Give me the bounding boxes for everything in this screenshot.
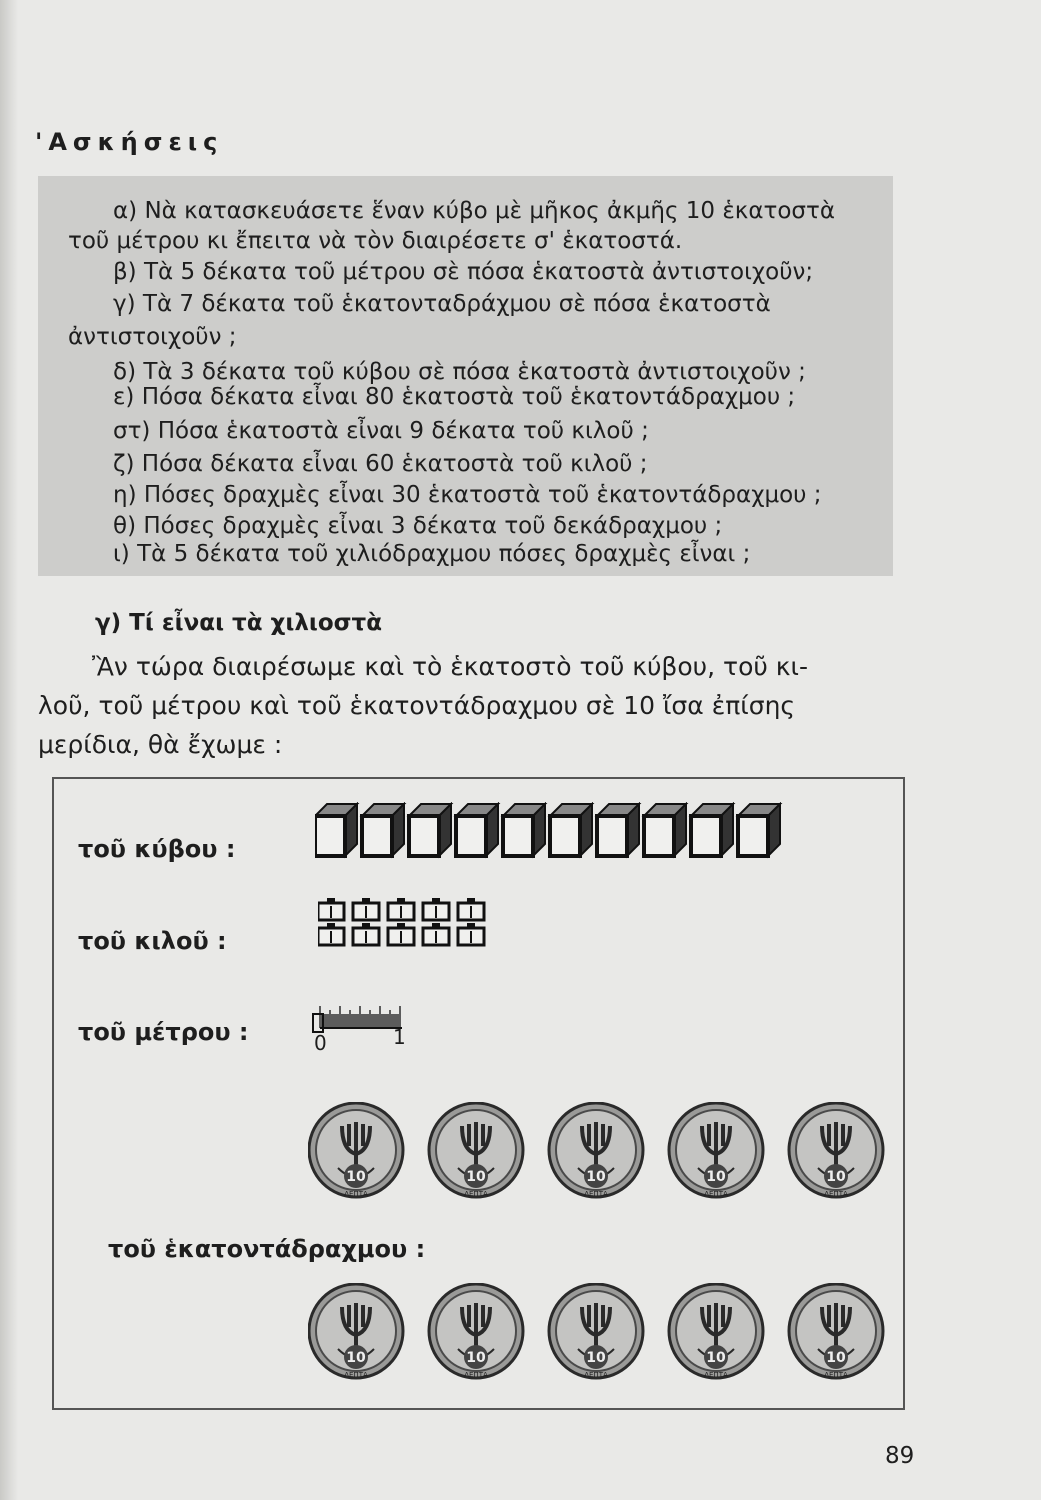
page-number: 89: [885, 1443, 915, 1469]
kilo-thousandths-grid: [318, 896, 493, 948]
coin-icon: [789, 1103, 883, 1198]
coin-text: ΛΕΠΤΑ: [584, 1190, 608, 1198]
paragraph-line-2: λοῦ, τοῦ μέτρου καὶ τοῦ ἑκατοντάδραχμου σὲ 10 ἴσα ἐπίσης: [38, 691, 796, 720]
exercise-a-line-1: α) Νὰ κατασκευάσετε ἕναν κύβο μὲ μῆκος ἀκμῆς 10 ἑκατοστὰ: [113, 198, 835, 224]
weight-icon: [423, 898, 449, 920]
weight-icon: [353, 898, 379, 920]
coin-value: 10: [586, 1169, 606, 1185]
paragraph-line-1: Ἂν τώρα διαιρέσωμε καὶ τὸ ἑκατοστὸ τοῦ κύβου, τοῦ κι-: [92, 652, 809, 681]
coin-icon: [669, 1284, 763, 1379]
exercise-c-line-1: γ) Τὰ 7 δέκατα τοῦ ἑκατονταδράχμου σὲ πόσα ἑκατοστὰ: [113, 291, 771, 317]
cube-icon: [456, 804, 498, 856]
paragraph-line-3: μερίδια, θὰ ἔχωμε :: [38, 730, 283, 759]
weight-icon: [318, 898, 344, 920]
coin-value: 10: [346, 1169, 366, 1185]
exercises-heading: 'Ασκήσεις: [35, 128, 224, 156]
section-title: γ) Τί εἶναι τὰ χιλιοστὰ: [95, 610, 383, 636]
cube-icon: [644, 804, 686, 856]
exercise-b: β) Τὰ 5 δέκατα τοῦ μέτρου σὲ πόσα ἑκατοστὰ ἀντιστοιχοῦν;: [113, 259, 814, 285]
coin-value: 10: [586, 1350, 606, 1366]
meter-ruler: [306, 984, 416, 1054]
coin-icon: [549, 1284, 643, 1379]
coin-text: ΛΕΠΤΑ: [344, 1371, 368, 1379]
coin-text: ΛΕΠΤΑ: [704, 1371, 728, 1379]
cube-icon: [597, 804, 639, 856]
cube-icon: [503, 804, 545, 856]
coin-value: 10: [826, 1169, 846, 1185]
weight-icon: [318, 923, 344, 945]
exercise-i: η) Πόσες δραχμὲς εἶναι 30 ἑκατοστὰ τοῦ ἑκατοντάδραχμου ;: [113, 482, 822, 508]
weight-icon: [423, 923, 449, 945]
weight-icon: [458, 923, 484, 945]
page-edge-shadow: [0, 0, 18, 1500]
coin-text: ΛΕΠΤΑ: [584, 1371, 608, 1379]
coin-row-top: [308, 1102, 888, 1202]
exercise-z: ζ) Πόσα δέκατα εἶναι 60 ἑκατοστὰ τοῦ κιλοῦ ;: [113, 451, 648, 477]
coin-icon: [309, 1103, 403, 1198]
cube-row-label: τοῦ κύβου :: [78, 835, 236, 863]
coin-value: 10: [706, 1350, 726, 1366]
exercise-st: στ) Πόσα ἑκατοστὰ εἶναι 9 δέκατα τοῦ κιλοῦ ;: [113, 418, 649, 444]
cube-icon: [315, 804, 357, 856]
coin-value: 10: [466, 1169, 486, 1185]
coin-text: ΛΕΠΤΑ: [824, 1371, 848, 1379]
exercises-box: [38, 176, 893, 576]
cube-icon: [550, 804, 592, 856]
exercise-th: θ) Πόσες δραχμὲς εἶναι 3 δέκατα τοῦ δεκάδραχμου ;: [113, 513, 723, 539]
ruler-end-label: 1: [393, 1025, 406, 1049]
exercise-d: δ) Τὰ 3 δέκατα τοῦ κύβου σὲ πόσα ἑκατοστὰ ἀντιστοιχοῦν ;: [113, 359, 806, 385]
cube-icon: [409, 804, 451, 856]
coin-text: ΛΕΠΤΑ: [344, 1190, 368, 1198]
cube-icon: [362, 804, 404, 856]
coin-icon: [429, 1103, 523, 1198]
exercise-e: ε) Πόσα δέκατα εἶναι 80 ἑκατοστὰ τοῦ ἑκατοντάδραχμου ;: [113, 384, 796, 410]
ruler-start-label: 0: [314, 1031, 327, 1054]
coin-icon: [789, 1284, 883, 1379]
meter-row-label: τοῦ μέτρου :: [78, 1018, 249, 1046]
cube-icon: [691, 804, 733, 856]
coin-value: 10: [466, 1350, 486, 1366]
cube-thousandths-row: [315, 802, 795, 862]
exercise-a-line-2: τοῦ μέτρου κι ἔπειτα νὰ τὸν διαιρέσετε σ' ἑκατοστά.: [68, 228, 683, 254]
weight-icon: [388, 898, 414, 920]
exercise-iota: ι) Τὰ 5 δέκατα τοῦ χιλιόδραχμου πόσες δραχμὲς εἶναι ;: [113, 541, 751, 567]
coin-row-bottom: [308, 1283, 888, 1383]
coin-icon: [549, 1103, 643, 1198]
weight-icon: [458, 898, 484, 920]
weight-icon: [353, 923, 379, 945]
coin-value: 10: [706, 1169, 726, 1185]
coin-icon: [309, 1284, 403, 1379]
coin-icon: [429, 1284, 523, 1379]
coin-text: ΛΕΠΤΑ: [464, 1371, 488, 1379]
coin-row-label: τοῦ ἑκατοντάδραχμου :: [108, 1235, 426, 1263]
kilo-row-label: τοῦ κιλοῦ :: [78, 927, 227, 955]
weight-icon: [388, 923, 414, 945]
cube-icon: [738, 804, 780, 856]
coin-icon: [669, 1103, 763, 1198]
coin-text: ΛΕΠΤΑ: [824, 1190, 848, 1198]
coin-text: ΛΕΠΤΑ: [704, 1190, 728, 1198]
coin-text: ΛΕΠΤΑ: [464, 1190, 488, 1198]
coin-value: 10: [346, 1350, 366, 1366]
coin-value: 10: [826, 1350, 846, 1366]
exercise-c-line-2: ἀντιστοιχοῦν ;: [68, 324, 237, 350]
